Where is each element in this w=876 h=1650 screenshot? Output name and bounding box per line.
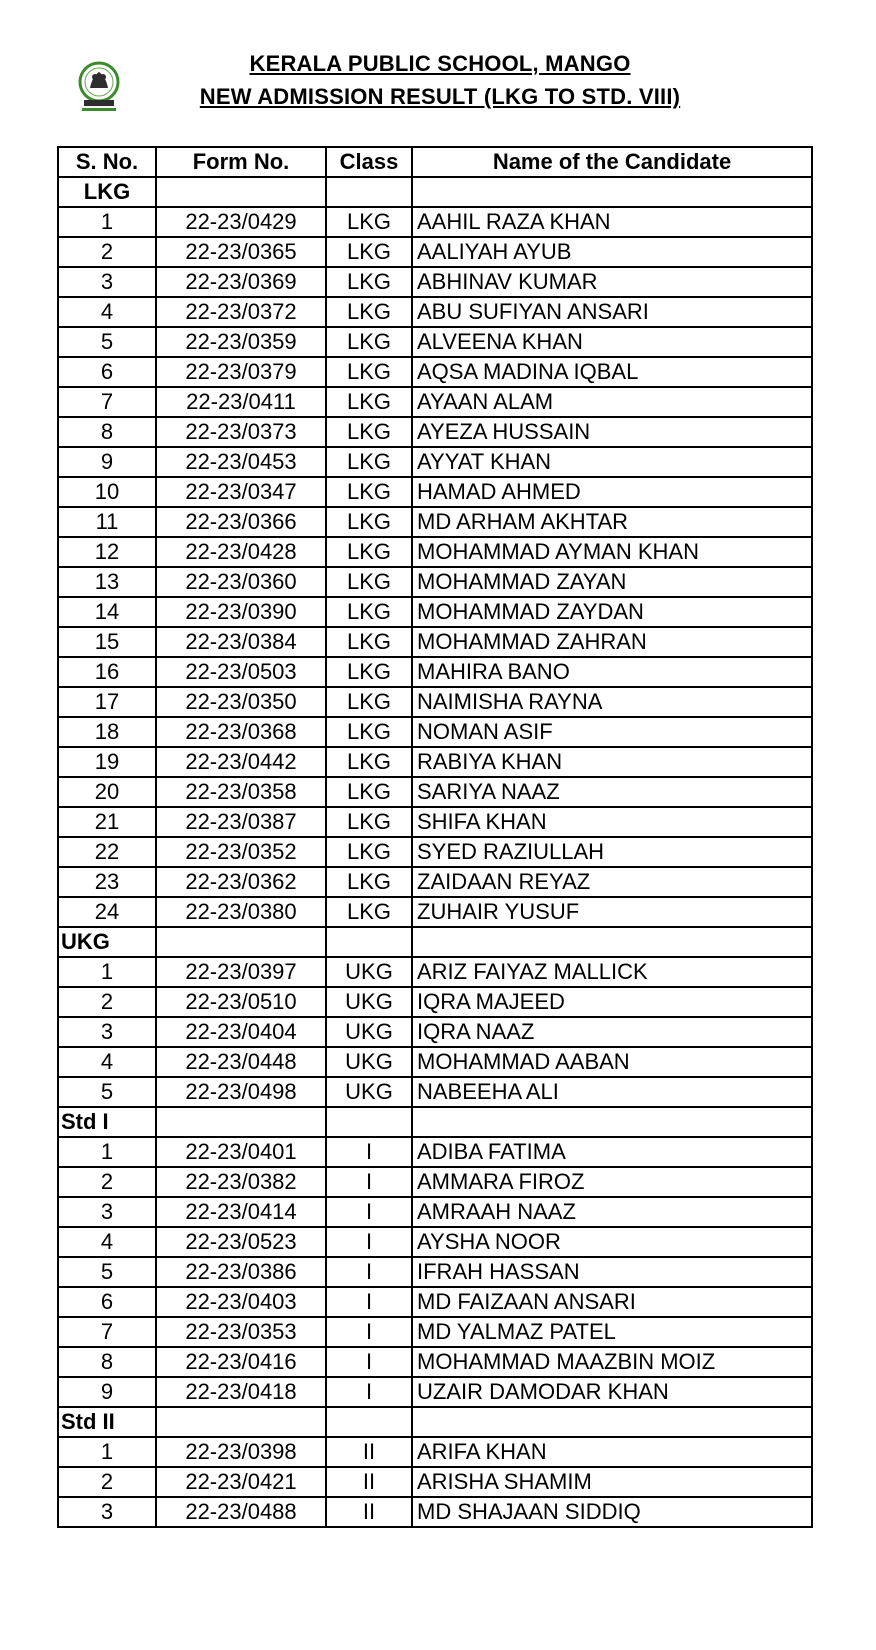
serial-number-cell: 20 (58, 777, 156, 807)
table-row (58, 357, 812, 387)
serial-number-cell: 1 (58, 1137, 156, 1167)
serial-number-cell: 8 (58, 1347, 156, 1377)
candidate-name-cell: RABIYA KHAN (412, 747, 812, 777)
empty-cell (326, 927, 412, 957)
class-cell: UKG (326, 1017, 412, 1047)
serial-number-cell: 2 (58, 987, 156, 1017)
table-row (58, 1017, 812, 1047)
class-cell: LKG (326, 687, 412, 717)
class-cell: UKG (326, 1047, 412, 1077)
form-number-cell: 22-23/0498 (156, 1077, 326, 1107)
form-number-cell: 22-23/0428 (156, 537, 326, 567)
class-cell: LKG (326, 477, 412, 507)
table-row (58, 237, 812, 267)
class-cell: II (326, 1467, 412, 1497)
section-header-row (58, 1107, 812, 1137)
form-number-cell: 22-23/0411 (156, 387, 326, 417)
table-row (58, 627, 812, 657)
table-row (58, 777, 812, 807)
table-row (58, 567, 812, 597)
table-row (58, 837, 812, 867)
candidate-name-cell: HAMAD AHMED (412, 477, 812, 507)
form-number-cell: 22-23/0384 (156, 627, 326, 657)
candidate-name-cell: AQSA MADINA IQBAL (412, 357, 812, 387)
table-row (58, 387, 812, 417)
table-row (58, 1287, 812, 1317)
empty-cell (326, 1107, 412, 1137)
form-number-cell: 22-23/0365 (156, 237, 326, 267)
column-header-form-no: Form No. (156, 147, 326, 177)
class-cell: I (326, 1167, 412, 1197)
table-row (58, 1227, 812, 1257)
candidate-name-cell: ARISHA SHAMIM (412, 1467, 812, 1497)
class-cell: LKG (326, 417, 412, 447)
candidate-name-cell: MOHAMMAD ZAYAN (412, 567, 812, 597)
class-cell: LKG (326, 537, 412, 567)
form-number-cell: 22-23/0488 (156, 1497, 326, 1527)
serial-number-cell: 5 (58, 1077, 156, 1107)
class-cell: I (326, 1347, 412, 1377)
class-cell: LKG (326, 207, 412, 237)
serial-number-cell: 3 (58, 1197, 156, 1227)
candidate-name-cell: ALVEENA KHAN (412, 327, 812, 357)
candidate-name-cell: MD FAIZAAN ANSARI (412, 1287, 812, 1317)
admission-result-table (57, 146, 813, 1528)
serial-number-cell: 17 (58, 687, 156, 717)
candidate-name-cell: UZAIR DAMODAR KHAN (412, 1377, 812, 1407)
serial-number-cell: 21 (58, 807, 156, 837)
table-row (58, 297, 812, 327)
table-row (58, 657, 812, 687)
serial-number-cell: 5 (58, 1257, 156, 1287)
form-number-cell: 22-23/0404 (156, 1017, 326, 1047)
class-cell: I (326, 1317, 412, 1347)
table-row (58, 987, 812, 1017)
serial-number-cell: 7 (58, 387, 156, 417)
form-number-cell: 22-23/0386 (156, 1257, 326, 1287)
form-number-cell: 22-23/0403 (156, 1287, 326, 1317)
form-number-cell: 22-23/0510 (156, 987, 326, 1017)
serial-number-cell: 3 (58, 1497, 156, 1527)
candidate-name-cell: AYYAT KHAN (412, 447, 812, 477)
candidate-name-cell: ADIBA FATIMA (412, 1137, 812, 1167)
form-number-cell: 22-23/0369 (156, 267, 326, 297)
form-number-cell: 22-23/0398 (156, 1437, 326, 1467)
form-number-cell: 22-23/0523 (156, 1227, 326, 1257)
result-subtitle: NEW ADMISSION RESULT (LKG TO STD. VIII) (199, 84, 681, 109)
table-row (58, 1197, 812, 1227)
empty-cell (326, 177, 412, 207)
column-header-class: Class (326, 147, 412, 177)
empty-cell (412, 177, 812, 207)
table-body (58, 177, 812, 1527)
candidate-name-cell: AALIYAH AYUB (412, 237, 812, 267)
candidate-name-cell: AMRAAH NAAZ (412, 1197, 812, 1227)
form-number-cell: 22-23/0368 (156, 717, 326, 747)
empty-cell (412, 1407, 812, 1437)
candidate-name-cell: IQRA MAJEED (412, 987, 812, 1017)
table-header-row (58, 147, 812, 177)
candidate-name-cell: IQRA NAAZ (412, 1017, 812, 1047)
table-row (58, 1437, 812, 1467)
candidate-name-cell: AMMARA FIROZ (412, 1167, 812, 1197)
class-cell: LKG (326, 897, 412, 927)
serial-number-cell: 4 (58, 1227, 156, 1257)
table-row (58, 1167, 812, 1197)
class-cell: UKG (326, 957, 412, 987)
serial-number-cell: 4 (58, 297, 156, 327)
serial-number-cell: 6 (58, 357, 156, 387)
form-number-cell: 22-23/0421 (156, 1467, 326, 1497)
class-cell: LKG (326, 717, 412, 747)
table-row (58, 537, 812, 567)
form-number-cell: 22-23/0453 (156, 447, 326, 477)
serial-number-cell: 1 (58, 957, 156, 987)
serial-number-cell: 2 (58, 1467, 156, 1497)
candidate-name-cell: NAIMISHA RAYNA (412, 687, 812, 717)
table-row (58, 1347, 812, 1377)
table-row (58, 477, 812, 507)
form-number-cell: 22-23/0359 (156, 327, 326, 357)
candidate-name-cell: AYEZA HUSSAIN (412, 417, 812, 447)
section-header-row (58, 1407, 812, 1437)
serial-number-cell: 9 (58, 1377, 156, 1407)
class-cell: LKG (326, 297, 412, 327)
section-header-row (58, 177, 812, 207)
section-label: Std I (58, 1107, 156, 1137)
column-header-sno: S. No. (58, 147, 156, 177)
candidate-name-cell: SHIFA KHAN (412, 807, 812, 837)
candidate-name-cell: MD YALMAZ PATEL (412, 1317, 812, 1347)
serial-number-cell: 12 (58, 537, 156, 567)
section-label: UKG (58, 927, 156, 957)
table-row (58, 1497, 812, 1527)
class-cell: LKG (326, 837, 412, 867)
serial-number-cell: 11 (58, 507, 156, 537)
table-row (58, 897, 812, 927)
serial-number-cell: 1 (58, 207, 156, 237)
form-number-cell: 22-23/0362 (156, 867, 326, 897)
section-header-row (58, 927, 812, 957)
serial-number-cell: 10 (58, 477, 156, 507)
table-row (58, 327, 812, 357)
candidate-name-cell: MAHIRA BANO (412, 657, 812, 687)
candidate-name-cell: MD SHAJAAN SIDDIQ (412, 1497, 812, 1527)
candidate-name-cell: ABHINAV KUMAR (412, 267, 812, 297)
serial-number-cell: 22 (58, 837, 156, 867)
candidate-name-cell: IFRAH HASSAN (412, 1257, 812, 1287)
empty-cell (412, 1107, 812, 1137)
candidate-name-cell: SYED RAZIULLAH (412, 837, 812, 867)
class-cell: LKG (326, 627, 412, 657)
serial-number-cell: 9 (58, 447, 156, 477)
serial-number-cell: 19 (58, 747, 156, 777)
table-row (58, 1467, 812, 1497)
class-cell: LKG (326, 507, 412, 537)
candidate-name-cell: NOMAN ASIF (412, 717, 812, 747)
class-cell: LKG (326, 567, 412, 597)
class-cell: LKG (326, 747, 412, 777)
class-cell: LKG (326, 867, 412, 897)
class-cell: LKG (326, 357, 412, 387)
serial-number-cell: 3 (58, 1017, 156, 1047)
class-cell: I (326, 1137, 412, 1167)
class-cell: LKG (326, 447, 412, 477)
school-title: KERALA PUBLIC SCHOOL, MANGO (249, 51, 631, 76)
form-number-cell: 22-23/0442 (156, 747, 326, 777)
serial-number-cell: 14 (58, 597, 156, 627)
class-cell: LKG (326, 777, 412, 807)
form-number-cell: 22-23/0352 (156, 837, 326, 867)
table-row (58, 1077, 812, 1107)
candidate-name-cell: MOHAMMAD AABAN (412, 1047, 812, 1077)
candidate-name-cell: SARIYA NAAZ (412, 777, 812, 807)
empty-cell (156, 1407, 326, 1437)
form-number-cell: 22-23/0372 (156, 297, 326, 327)
candidate-name-cell: MOHAMMAD ZAYDAN (412, 597, 812, 627)
candidate-name-cell: NABEEHA ALI (412, 1077, 812, 1107)
candidate-name-cell: MOHAMMAD AYMAN KHAN (412, 537, 812, 567)
form-number-cell: 22-23/0418 (156, 1377, 326, 1407)
candidate-name-cell: ARIZ FAIYAZ MALLICK (412, 957, 812, 987)
serial-number-cell: 1 (58, 1437, 156, 1467)
serial-number-cell: 13 (58, 567, 156, 597)
class-cell: LKG (326, 657, 412, 687)
class-cell: I (326, 1287, 412, 1317)
candidate-name-cell: MOHAMMAD ZAHRAN (412, 627, 812, 657)
form-number-cell: 22-23/0350 (156, 687, 326, 717)
candidate-name-cell: ZAIDAAN REYAZ (412, 867, 812, 897)
form-number-cell: 22-23/0503 (156, 657, 326, 687)
empty-cell (326, 1407, 412, 1437)
serial-number-cell: 7 (58, 1317, 156, 1347)
serial-number-cell: 4 (58, 1047, 156, 1077)
candidate-name-cell: AYSHA NOOR (412, 1227, 812, 1257)
form-number-cell: 22-23/0414 (156, 1197, 326, 1227)
form-number-cell: 22-23/0379 (156, 357, 326, 387)
table-row (58, 1137, 812, 1167)
form-number-cell: 22-23/0429 (156, 207, 326, 237)
class-cell: UKG (326, 987, 412, 1017)
serial-number-cell: 6 (58, 1287, 156, 1317)
table-row (58, 807, 812, 837)
form-number-cell: 22-23/0353 (156, 1317, 326, 1347)
form-number-cell: 22-23/0347 (156, 477, 326, 507)
serial-number-cell: 5 (58, 327, 156, 357)
form-number-cell: 22-23/0382 (156, 1167, 326, 1197)
serial-number-cell: 8 (58, 417, 156, 447)
form-number-cell: 22-23/0373 (156, 417, 326, 447)
class-cell: LKG (326, 237, 412, 267)
empty-cell (156, 177, 326, 207)
serial-number-cell: 18 (58, 717, 156, 747)
form-number-cell: 22-23/0358 (156, 777, 326, 807)
form-number-cell: 22-23/0366 (156, 507, 326, 537)
serial-number-cell: 23 (58, 867, 156, 897)
class-cell: LKG (326, 597, 412, 627)
candidate-name-cell: MOHAMMAD MAAZBIN MOIZ (412, 1347, 812, 1377)
table-row (58, 1317, 812, 1347)
table-row (58, 1047, 812, 1077)
candidate-name-cell: MD ARHAM AKHTAR (412, 507, 812, 537)
table-row (58, 1377, 812, 1407)
serial-number-cell: 3 (58, 267, 156, 297)
serial-number-cell: 16 (58, 657, 156, 687)
class-cell: LKG (326, 327, 412, 357)
form-number-cell: 22-23/0390 (156, 597, 326, 627)
table-row (58, 207, 812, 237)
serial-number-cell: 24 (58, 897, 156, 927)
form-number-cell: 22-23/0360 (156, 567, 326, 597)
empty-cell (156, 927, 326, 957)
class-cell: LKG (326, 267, 412, 297)
class-cell: I (326, 1257, 412, 1287)
table-row (58, 687, 812, 717)
table-row (58, 867, 812, 897)
serial-number-cell: 2 (58, 1167, 156, 1197)
form-number-cell: 22-23/0387 (156, 807, 326, 837)
serial-number-cell: 15 (58, 627, 156, 657)
table-row (58, 447, 812, 477)
serial-number-cell: 2 (58, 237, 156, 267)
class-cell: LKG (326, 807, 412, 837)
empty-cell (412, 927, 812, 957)
table-row (58, 957, 812, 987)
table-row (58, 597, 812, 627)
class-cell: LKG (326, 387, 412, 417)
table-row (58, 1257, 812, 1287)
candidate-name-cell: ARIFA KHAN (412, 1437, 812, 1467)
form-number-cell: 22-23/0380 (156, 897, 326, 927)
table-row (58, 507, 812, 537)
school-logo (70, 60, 128, 118)
class-cell: UKG (326, 1077, 412, 1107)
table-row (58, 417, 812, 447)
class-cell: II (326, 1497, 412, 1527)
table-row (58, 747, 812, 777)
candidate-name-cell: ABU SUFIYAN ANSARI (412, 297, 812, 327)
candidate-name-cell: AAHIL RAZA KHAN (412, 207, 812, 237)
class-cell: I (326, 1197, 412, 1227)
class-cell: I (326, 1377, 412, 1407)
candidate-name-cell: AYAAN ALAM (412, 387, 812, 417)
candidate-name-cell: ZUHAIR YUSUF (412, 897, 812, 927)
table-row (58, 717, 812, 747)
form-number-cell: 22-23/0448 (156, 1047, 326, 1077)
class-cell: I (326, 1227, 412, 1257)
section-label: Std II (58, 1407, 156, 1437)
class-cell: II (326, 1437, 412, 1467)
form-number-cell: 22-23/0401 (156, 1137, 326, 1167)
section-label: LKG (58, 177, 156, 207)
form-number-cell: 22-23/0416 (156, 1347, 326, 1377)
empty-cell (156, 1107, 326, 1137)
column-header-candidate-name: Name of the Candidate (412, 147, 812, 177)
form-number-cell: 22-23/0397 (156, 957, 326, 987)
table-row (58, 267, 812, 297)
